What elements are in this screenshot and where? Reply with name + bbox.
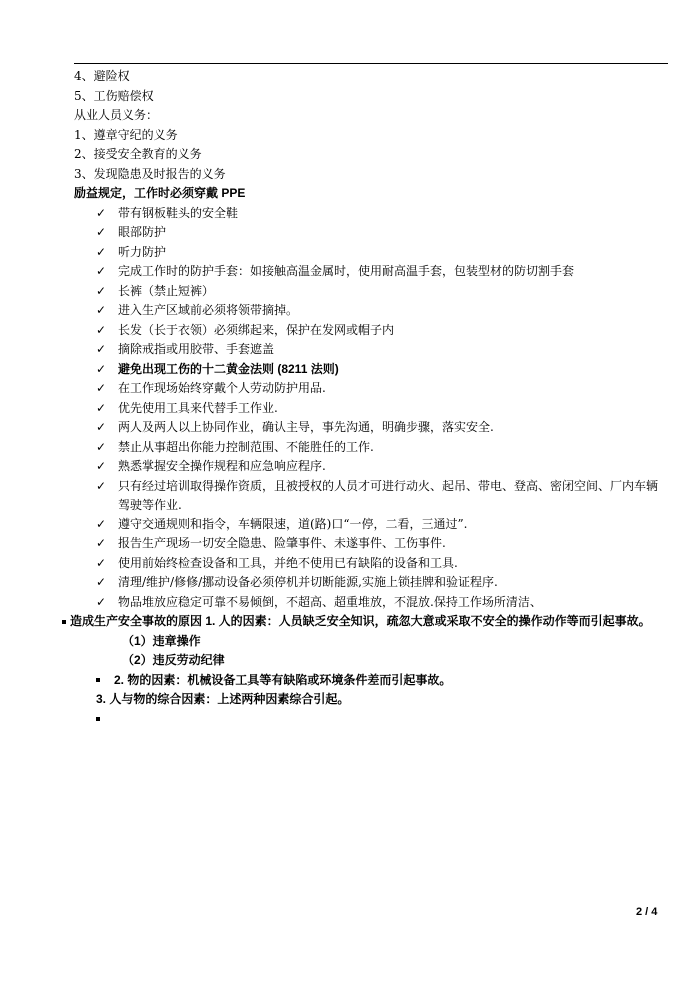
rule-item: ✓ 两人及两人以上协同作业，确认主导，事先沟通，明确步骤，落实安全. — [74, 418, 679, 438]
checkmark-icon: ✓ — [96, 516, 107, 531]
duty-item: 3、发现隐患及时报告的义务 — [74, 166, 226, 181]
rule-item: ✓ 禁止从事超出你能力控制范围、不能胜任的工作. — [74, 438, 679, 458]
checkmark-icon: ✓ — [96, 244, 107, 259]
checkmark-icon: ✓ — [96, 459, 107, 473]
ppe-item: ✓ 完成工作时的防护手套：如接触高温金属时，使用耐高温手套，包装型材的防切割手套 — [74, 262, 679, 282]
causes-sub-item: （2）违反劳动纪律 — [122, 653, 225, 667]
duty-item: 1、遵章守纪的义务 — [74, 127, 178, 142]
checkmark-icon: ✓ — [96, 536, 107, 550]
causes-line: 造成生产安全事故的原因 1. 人的因素：人员缺乏安全知识，疏忽大意或采取不安全的操作动作等而引起事故。 — [62, 612, 667, 632]
checkmark-icon: ✓ — [96, 594, 107, 609]
ppe-heading: 励益规定，工作时必须穿戴 PPE — [74, 186, 246, 200]
ppe-item: ✓ 带有钢板鞋头的安全鞋 — [74, 204, 679, 224]
ppe-item: ✓ 眼部防护 — [74, 223, 679, 243]
checkmark-icon: ✓ — [96, 555, 107, 570]
rule-item: ✓ 优先使用工具来代替手工作业. — [74, 399, 679, 419]
right-item: 4、避险权 — [74, 69, 130, 83]
checkmark-icon: ✓ — [96, 575, 107, 589]
ppe-item: ✓ 摘除戒指或用胶带、手套遮盖 — [74, 340, 679, 360]
rule-item: ✓ 熟悉掌握安全操作规程和应急响应程序. — [74, 457, 679, 477]
checkmark-icon: ✓ — [96, 264, 107, 278]
rule-item: ✓ 在工作现场始终穿戴个人劳动防护用品. — [74, 379, 679, 399]
golden-rules-heading: ✓ 避免出现工伤的十二黄金法则 (8211 法则) — [74, 360, 679, 380]
checkmark-icon: ✓ — [96, 283, 107, 298]
rule-item: ✓ 物品堆放应稳定可靠不易倾倒，不超高、超重堆放，不混放.保持工作场所清洁、 — [74, 593, 679, 613]
rule-item: ✓ 只有经过培训取得操作资质，且被授权的人员才可进行动火、起吊、带电、登高、密闭空间、厂内车辆驾驶等作业. — [96, 478, 659, 512]
checkmark-icon: ✓ — [96, 478, 107, 493]
checkmark-icon: ✓ — [96, 303, 107, 317]
checkmark-icon: ✓ — [96, 361, 107, 376]
checkmark-icon: ✓ — [96, 225, 107, 239]
causes-sub-item: （1）违章操作 — [122, 633, 201, 648]
duty-item: 2、接受安全教育的义务 — [74, 147, 202, 161]
ppe-item: ✓ 长发（长于衣领）必须绑起来，保护在发网或帽子内 — [74, 321, 679, 341]
ppe-item: ✓ 长裤（禁止短裤） — [74, 282, 679, 302]
ppe-item: ✓ 听力防护 — [74, 243, 679, 263]
rule-item: ✓ 遵守交通规则和指令，车辆限速，道(路)口“一停，二看，三通过”. — [74, 515, 679, 535]
empty-bullet — [74, 710, 679, 730]
checkmark-icon: ✓ — [96, 439, 107, 454]
rule-item: ✓ 报告生产现场一切安全隐患、险肇事件、未遂事件、工伤事件. — [74, 534, 679, 554]
checkmark-icon: ✓ — [96, 420, 107, 434]
causes-item: 2. 物的因素：机械设备工具等有缺陷或环境条件差而引起事故。 — [74, 671, 679, 691]
ppe-item: ✓ 进入生产区域前必须将领带摘掉。 — [74, 301, 679, 321]
document-body — [70, 67, 679, 729]
duties-heading: 从业人员义务： — [74, 108, 159, 122]
right-item: 5、工伤赔偿权 — [74, 88, 154, 103]
checkmark-icon: ✓ — [96, 381, 107, 395]
page-number: 2 / 4 — [636, 906, 658, 918]
square-bullet-icon — [62, 620, 66, 624]
rule-item: ✓ 使用前始终检查设备和工具，并绝不使用已有缺陷的设备和工具. — [74, 554, 679, 574]
checkmark-icon: ✓ — [96, 400, 107, 415]
rule-item: ✓ 清理/维护/修修/挪动设备必须停机并切断能源,实施上锁挂牌和验证程序. — [74, 573, 679, 593]
header-rule — [74, 63, 668, 64]
checkmark-icon: ✓ — [96, 322, 107, 337]
square-bullet-icon — [96, 678, 100, 682]
causes-item: 3. 人与物的综合因素：上述两种因素综合引起。 — [96, 692, 350, 706]
checkmark-icon: ✓ — [96, 342, 107, 356]
square-bullet-icon — [96, 717, 100, 721]
checkmark-icon: ✓ — [96, 205, 107, 220]
